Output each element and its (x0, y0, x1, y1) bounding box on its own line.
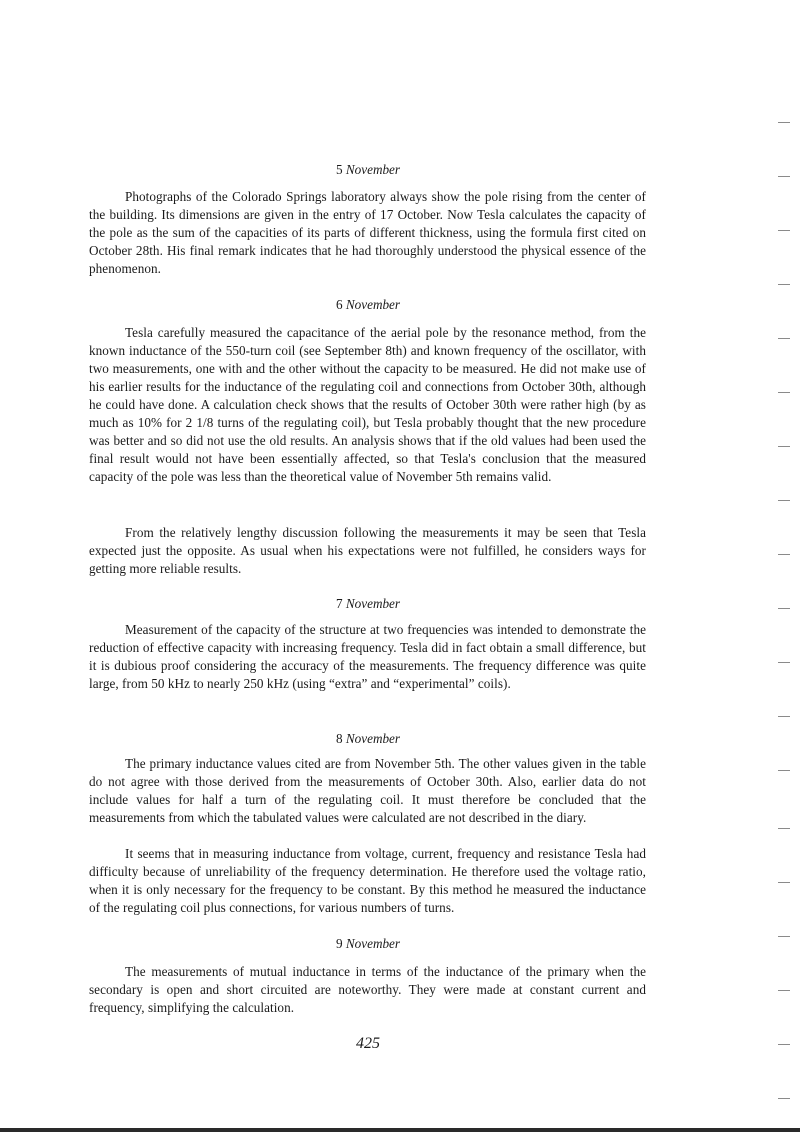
margin-tick (778, 882, 790, 883)
margin-tick (778, 500, 790, 501)
margin-tick (778, 1044, 790, 1045)
margin-tick (778, 608, 790, 609)
margin-tick (778, 176, 790, 177)
heading-day: 9 (335, 936, 343, 951)
heading-month: November (345, 162, 401, 177)
section-heading-7-november (90, 595, 646, 613)
heading-month: November (345, 596, 401, 611)
section-heading-9-november (90, 935, 646, 953)
margin-tick (778, 1098, 790, 1099)
margin-tick (778, 446, 790, 447)
heading-day: 7 (335, 596, 343, 611)
paragraph: The measurements of mutual inductance in terms of the inductance of the primary when the secondary is open and short circuited are noteworthy. They were made at constant current and frequency, simplifying the calculation. (89, 964, 646, 1015)
margin-tick (778, 828, 790, 829)
section-heading-5-november (90, 161, 646, 179)
heading-day: 5 (335, 162, 343, 177)
heading-day: 8 (335, 731, 343, 746)
heading-day: 6 (335, 297, 343, 312)
paragraph: From the relatively lengthy discussion following the measurements it may be seen that Tesla expected just the opposite. As usual when his expectations were not fulfilled, he considers ways for getting more reliable results. (89, 525, 646, 576)
margin-tick (778, 554, 790, 555)
heading-month: November (345, 297, 401, 312)
section-heading-6-november (90, 296, 646, 314)
margin-tick (778, 392, 790, 393)
margin-tick (778, 122, 790, 123)
section-heading-8-november (90, 730, 646, 748)
margin-tick (778, 284, 790, 285)
margin-tick (778, 990, 790, 991)
paragraph: It seems that in measuring inductance from voltage, current, frequency and resistance Tesla had difficulty because of unreliability of the frequency determination. He therefore used the voltage ratio, when it is only necessary for the frequency to be constant. By this method he measured the inductance of the regulating coil plus connections, for various numbers of turns. (89, 846, 646, 915)
margin-tick (778, 338, 790, 339)
margin-tick (778, 936, 790, 937)
margin-tick (778, 716, 790, 717)
scan-bottom-edge (0, 1128, 800, 1132)
paragraph: Measurement of the capacity of the structure at two frequencies was intended to demonstrate the reduction of effective capacity with increasing frequency. Tesla did in fact obtain a small difference, but it is dubious proof considering the accuracy of the measurements. The frequency difference was quite large, from 50 kHz to nearly 250 kHz (using “extra” and “experimental” coils). (89, 622, 646, 691)
page-number: 425 (356, 1035, 380, 1052)
heading-month: November (345, 731, 401, 746)
margin-tick (778, 770, 790, 771)
paragraph: The primary inductance values cited are from November 5th. The other values given in the table do not agree with those derived from the measurements of October 30th. Also, earlier data do not include values for half a turn of the regulating coil. It must therefore be concluded that the measurements from which the tabulated values were calculated are not described in the diary. (89, 756, 646, 825)
margin-tick (778, 230, 790, 231)
heading-month: November (345, 936, 401, 951)
margin-tick (778, 662, 790, 663)
paragraph: Photographs of the Colorado Springs laboratory always show the pole rising from the center of the building. Its dimensions are given in the entry of 17 October. Now Tesla calculates the capacity of the pole as the sum of the capacities of its parts of different thickness, using the formula first cited on October 28th. His final remark indicates that he had thoroughly understood the physical essence of the phenomenon. (89, 189, 646, 276)
paragraph: Tesla carefully measured the capacitance of the aerial pole by the resonance method, from the known inductance of the 550-turn coil (see September 8th) and known frequency of the oscillator, with two measurements, one with and the other without the capacity to be measured. He did not make use of his earlier results for the inductance of the regulating coil and connections from October 30th, although he could have done. A calculation check shows that the results of October 30th were rather high (by as much as 10% for 2 1/8 turns of the regulating coil), but Tesla probably thought that the new procedure was better and so did not use the old results. An analysis shows that if the old values had been used the final result would not have been essentially affected, so that Tesla's conclusion that the measured capacity of the pole was less than the theoretical value of November 5th remains valid. (89, 325, 646, 484)
